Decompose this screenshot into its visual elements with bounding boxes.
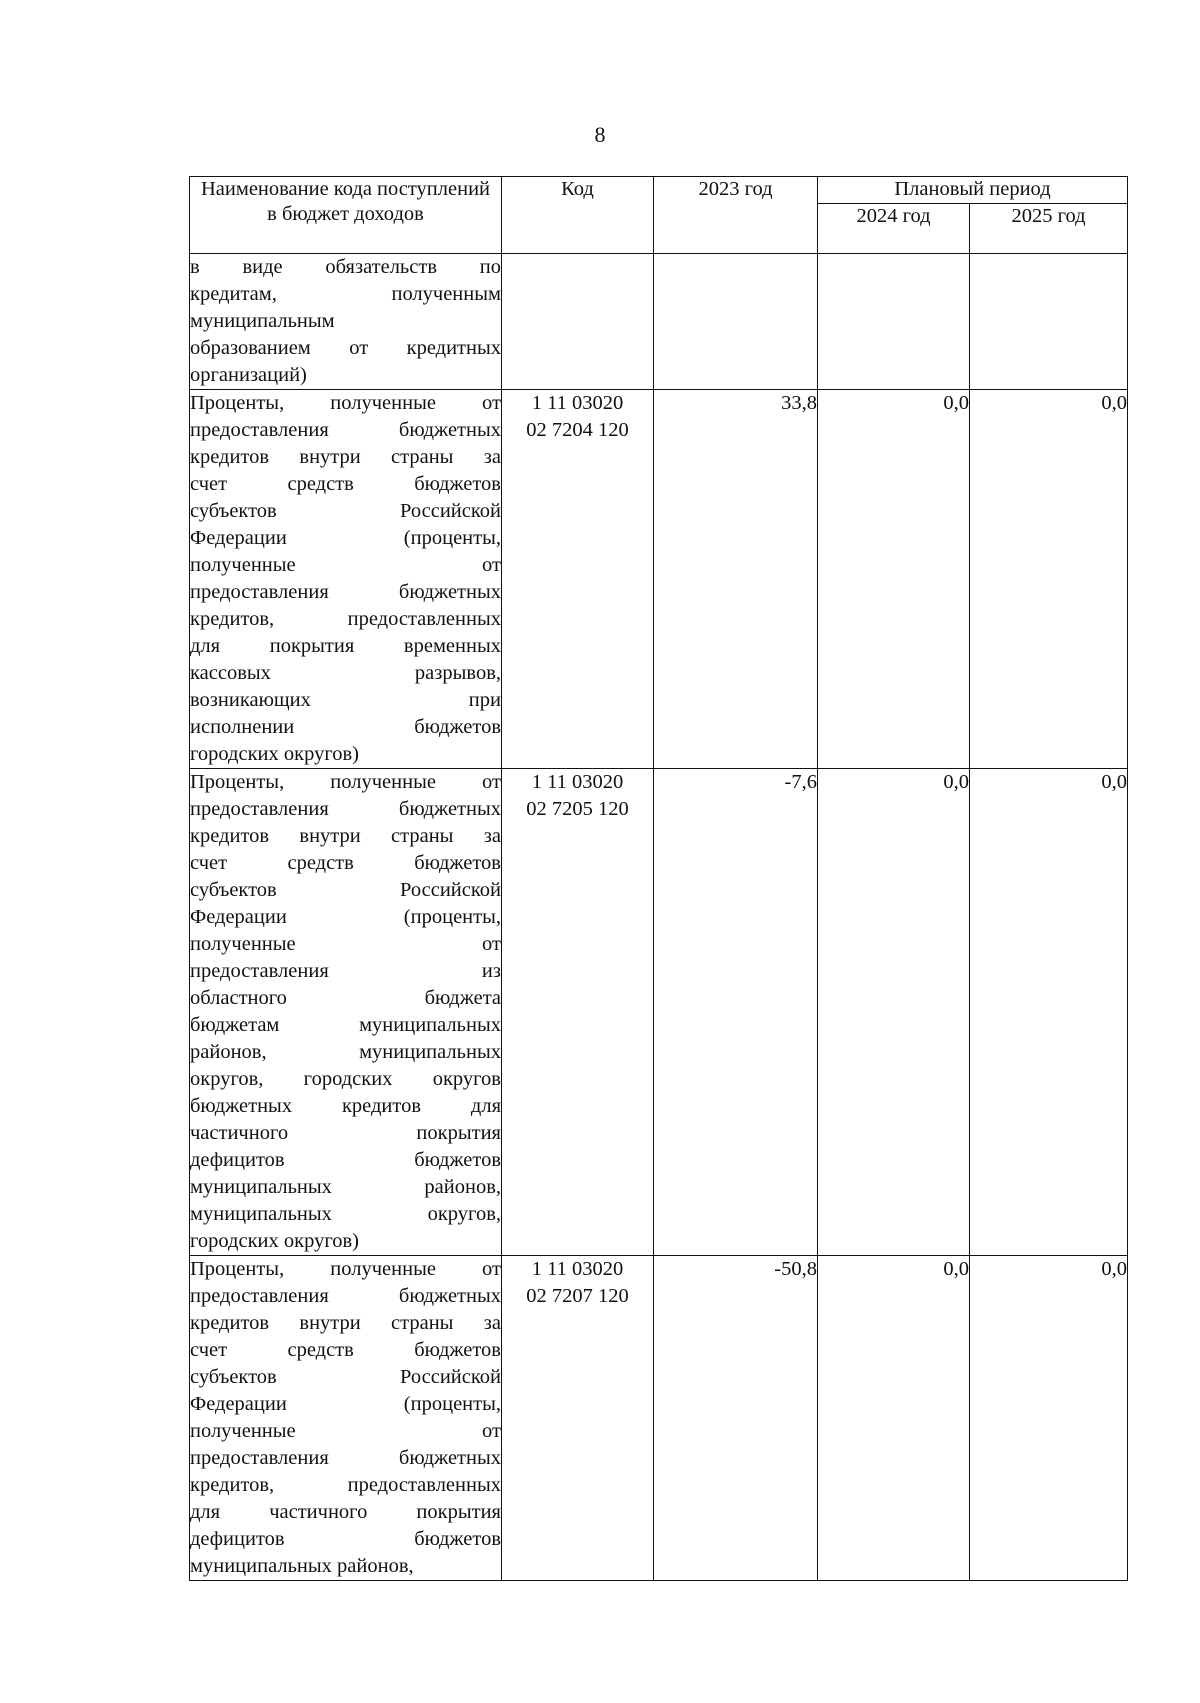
table-row <box>190 1256 1128 1581</box>
row-name-line: предоставления бюджетных <box>190 581 501 603</box>
row-name-line: организаций) <box>190 364 307 386</box>
row-name-line: муниципальных районов, <box>190 1176 501 1198</box>
revenue-table <box>189 176 1128 1581</box>
row-value-2024: 0,0 <box>818 769 970 1256</box>
row-name-line: кредитов, предоставленных <box>190 1474 501 1496</box>
row-code-line: 1 11 03020 <box>531 1258 624 1280</box>
row-name-line: бюджетам муниципальных <box>190 1014 501 1036</box>
row-name-cell <box>190 769 502 1256</box>
row-name-line: счет средств бюджетов <box>190 473 501 495</box>
header-planned-period: Плановый период <box>818 177 1128 204</box>
row-name-line: полученные от <box>190 554 501 576</box>
table-row <box>190 390 1128 769</box>
row-code-line: 02 7207 120 <box>526 1285 629 1307</box>
row-name-line: субъектов Российской <box>190 879 501 901</box>
row-name-line: субъектов Российской <box>190 1366 501 1388</box>
header-name: Наименование кода поступлений в бюджет доходов <box>190 177 502 254</box>
row-name-line: полученные от <box>190 1420 501 1442</box>
row-name-line: городских округов) <box>190 1230 359 1252</box>
row-name-line: областного бюджета <box>190 987 501 1009</box>
row-code-line: 1 11 03020 <box>531 392 624 414</box>
row-value-2023: -7,6 <box>654 769 818 1256</box>
table-body <box>190 254 1128 1581</box>
row-value-2023: 33,8 <box>654 390 818 769</box>
row-name-line: счет средств бюджетов <box>190 852 501 874</box>
row-code-cell <box>502 769 654 1256</box>
row-name-line: предоставления из <box>190 960 501 982</box>
row-value-2023 <box>654 254 818 390</box>
row-name-line: возникающих при <box>190 689 501 711</box>
row-name-line: Проценты, полученные от <box>190 1258 501 1280</box>
row-name-line: предоставления бюджетных <box>190 798 501 820</box>
row-name-line: образованием от кредитных <box>190 337 501 359</box>
row-name-line: в виде обязательств по <box>190 256 501 278</box>
row-name-line: кредитов внутри страны за <box>190 446 501 468</box>
header-2025: 2025 год <box>970 204 1128 254</box>
row-name-cell <box>190 254 502 390</box>
row-value-2024: 0,0 <box>818 390 970 769</box>
row-code-line: 1 11 03020 <box>531 771 624 793</box>
table-row <box>190 769 1128 1256</box>
row-code-cell <box>502 254 654 390</box>
row-code-line: 02 7204 120 <box>526 419 629 441</box>
header-2023: 2023 год <box>654 177 818 254</box>
row-name-cell <box>190 390 502 769</box>
row-name-line: субъектов Российской <box>190 500 501 522</box>
row-name-line: кредитов внутри страны за <box>190 825 501 847</box>
row-name-line: полученные от <box>190 933 501 955</box>
row-value-2024 <box>818 254 970 390</box>
row-name-line: муниципальных округов, <box>190 1203 501 1225</box>
row-name-line: Федерации (проценты, <box>190 527 501 549</box>
row-name-line: городских округов) <box>190 743 359 765</box>
row-name-line: предоставления бюджетных <box>190 1447 501 1469</box>
row-name-line: кассовых разрывов, <box>190 662 501 684</box>
row-name-line: частичного покрытия <box>190 1122 501 1144</box>
row-name-line: дефицитов бюджетов <box>190 1528 501 1550</box>
row-name-line: для покрытия временных <box>190 635 501 657</box>
row-name-line: счет средств бюджетов <box>190 1339 501 1361</box>
row-name-line: Федерации (проценты, <box>190 906 501 928</box>
row-code-line: 02 7205 120 <box>526 798 629 820</box>
row-name-line: Федерации (проценты, <box>190 1393 501 1415</box>
row-name-line: бюджетных кредитов для <box>190 1095 501 1117</box>
row-value-2025: 0,0 <box>970 390 1128 769</box>
row-name-line: дефицитов бюджетов <box>190 1149 501 1171</box>
row-value-2025 <box>970 254 1128 390</box>
row-name-line: Проценты, полученные от <box>190 392 501 414</box>
page-number: 8 <box>594 122 606 147</box>
row-name-cell <box>190 1256 502 1581</box>
row-code-cell <box>502 390 654 769</box>
row-name-line: кредитов, предоставленных <box>190 608 501 630</box>
table-header <box>190 177 1128 254</box>
row-name-line: исполнении бюджетов <box>190 716 501 738</box>
row-name-line: кредитов внутри страны за <box>190 1312 501 1334</box>
header-2024: 2024 год <box>818 204 970 254</box>
row-name-line: предоставления бюджетных <box>190 419 501 441</box>
row-value-2024: 0,0 <box>818 1256 970 1581</box>
row-name-line: кредитам, полученным <box>190 283 501 305</box>
row-name-line: предоставления бюджетных <box>190 1285 501 1307</box>
row-name-line: Проценты, полученные от <box>190 771 501 793</box>
row-value-2025: 0,0 <box>970 1256 1128 1581</box>
row-value-2025: 0,0 <box>970 769 1128 1256</box>
row-name-line: округов, городских округов <box>190 1068 501 1090</box>
row-code-cell <box>502 1256 654 1581</box>
header-code: Код <box>502 177 654 254</box>
row-name-line: муниципальных районов, <box>190 1555 414 1577</box>
table-row <box>190 254 1128 390</box>
row-value-2023: -50,8 <box>654 1256 818 1581</box>
row-name-line: для частичного покрытия <box>190 1501 501 1523</box>
row-name-line: районов, муниципальных <box>190 1041 501 1063</box>
row-name-line: муниципальным <box>190 310 335 332</box>
